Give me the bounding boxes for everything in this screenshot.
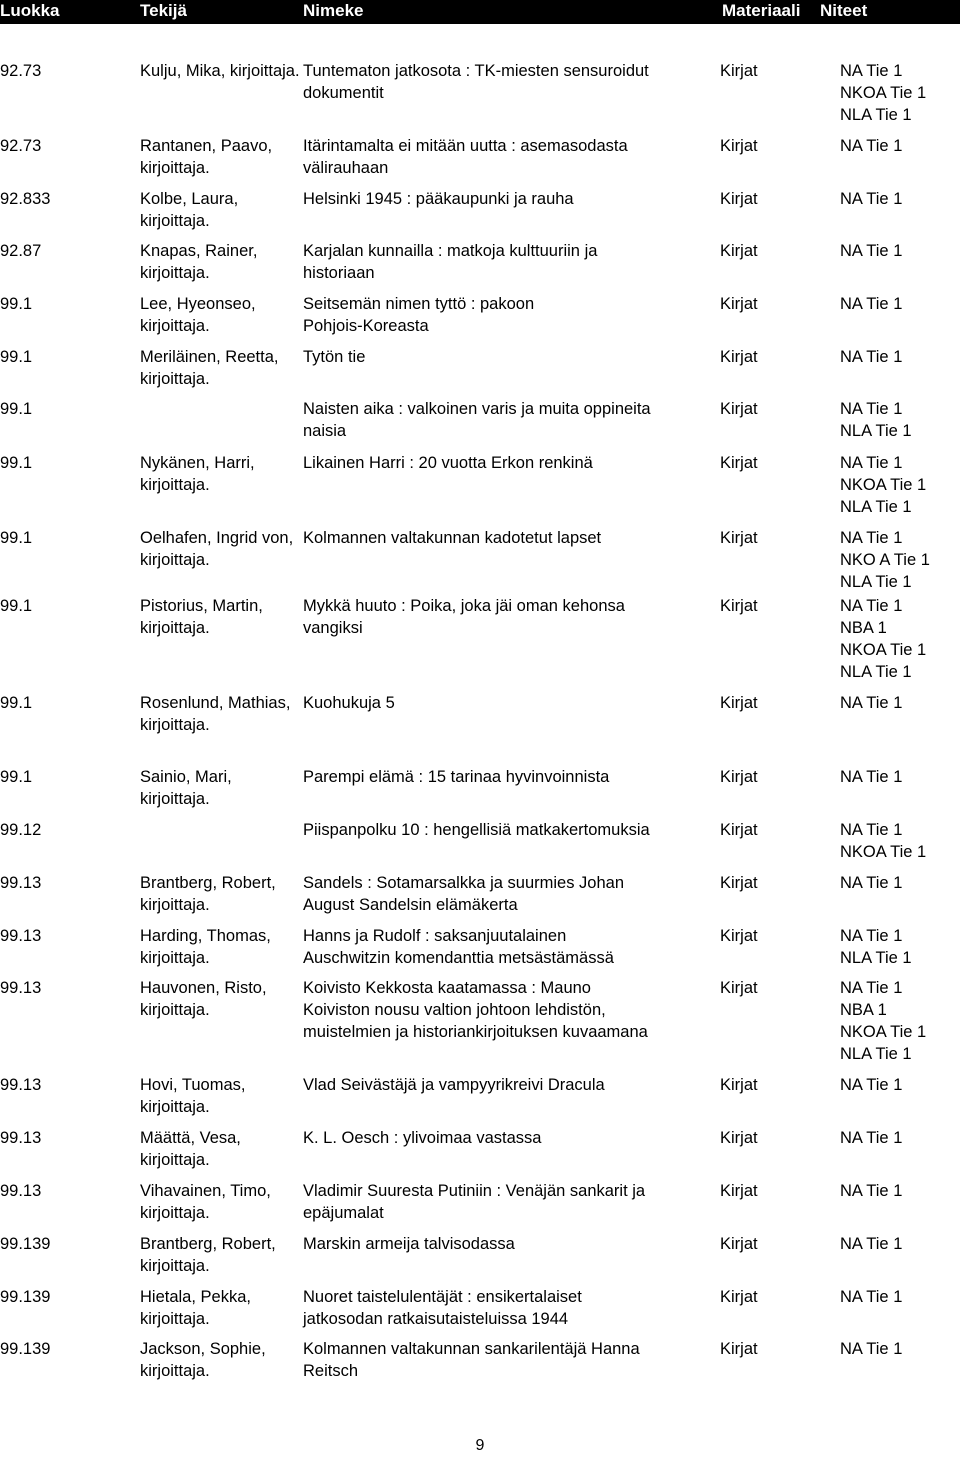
cell-tekija: Vihavainen, Timo, kirjoittaja.	[140, 1182, 271, 1222]
cell-nimeke	[303, 1180, 645, 1224]
cell-niteet	[840, 346, 902, 368]
header-niteet: Niteet	[820, 1, 868, 20]
cell-niteet	[840, 1233, 902, 1255]
nide-line: NA Tie 1	[840, 1235, 903, 1253]
nimeke-line: vangiksi	[303, 619, 363, 637]
cell-materiaali: Kirjat	[720, 137, 758, 155]
nide-line: NA Tie 1	[840, 1182, 903, 1200]
nimeke-line: Marskin armeija talvisodassa	[303, 1235, 515, 1253]
cell-nimeke	[303, 452, 593, 474]
cell-materiaali: Kirjat	[720, 821, 758, 839]
nimeke-line: K. L. Oesch : ylivoimaa vastassa	[303, 1129, 542, 1147]
cell-tekija: Kulju, Mika, kirjoittaja.	[140, 62, 300, 80]
cell-luokka: 99.1	[0, 348, 33, 366]
cell-nimeke	[303, 1127, 541, 1149]
nimeke-line: Helsinki 1945 : pääkaupunki ja rauha	[303, 190, 574, 208]
cell-niteet	[840, 1286, 902, 1308]
cell-tekija: Hovi, Tuomas, kirjoittaja.	[140, 1076, 246, 1116]
cell-materiaali: Kirjat	[720, 62, 758, 80]
header-tekija: Tekijä	[140, 1, 187, 20]
nimeke-line: Kuohukuja 5	[303, 694, 395, 712]
nide-line: NA Tie 1	[840, 190, 903, 208]
nide-line: NA Tie 1	[840, 1129, 903, 1147]
nimeke-line: epäjumalat	[303, 1204, 384, 1222]
nide-line: NKOA Tie 1	[840, 843, 927, 861]
cell-nimeke	[303, 595, 625, 639]
cell-luokka: 99.1	[0, 295, 33, 313]
nide-line: NLA Tie 1	[840, 422, 912, 440]
nimeke-line: Vladimir Suuresta Putiniin : Venäjän sankarit ja	[303, 1182, 646, 1200]
cell-tekija: Nykänen, Harri, kirjoittaja.	[140, 454, 255, 494]
nimeke-line: Parempi elämä : 15 tarinaa hyvinvoinnista	[303, 768, 610, 786]
nide-line: NKOA Tie 1	[840, 1023, 927, 1041]
nimeke-line: Vlad Seivästäjä ja vampyyrikreivi Dracula	[303, 1076, 605, 1094]
cell-niteet	[840, 925, 912, 969]
cell-nimeke	[303, 188, 574, 210]
cell-niteet	[840, 766, 902, 788]
nimeke-line: Koivisto Kekkosta kaatamassa : Mauno	[303, 979, 591, 997]
page-number: 9	[475, 1437, 485, 1454]
cell-niteet	[840, 527, 930, 593]
cell-luokka: 99.139	[0, 1340, 51, 1358]
nimeke-line: Tuntematon jatkosota : TK-miesten sensuroidut	[303, 62, 649, 80]
cell-nimeke	[303, 1286, 582, 1330]
cell-materiaali: Kirjat	[720, 1129, 758, 1147]
nimeke-line: Likainen Harri : 20 vuotta Erkon renkinä	[303, 454, 593, 472]
cell-luokka: 92.73	[0, 137, 42, 155]
cell-niteet	[840, 1338, 902, 1360]
cell-materiaali: Kirjat	[720, 1288, 758, 1306]
cell-luokka: 99.1	[0, 694, 33, 712]
nide-line: NA Tie 1	[840, 454, 903, 472]
cell-materiaali: Kirjat	[720, 348, 758, 366]
cell-luokka: 99.13	[0, 1076, 42, 1094]
cell-luokka: 99.139	[0, 1288, 51, 1306]
cell-luokka: 92.87	[0, 242, 42, 260]
cell-niteet	[840, 452, 926, 518]
table-header	[0, 0, 960, 24]
nimeke-line: Kolmannen valtakunnan kadotetut lapset	[303, 529, 602, 547]
cell-tekija: Brantberg, Robert, kirjoittaja.	[140, 1235, 276, 1275]
cell-materiaali: Kirjat	[720, 874, 758, 892]
cell-tekija: Oelhafen, Ingrid von, kirjoittaja.	[140, 529, 294, 569]
cell-tekija: Harding, Thomas, kirjoittaja.	[140, 927, 271, 967]
nide-line: NBA 1	[840, 619, 887, 637]
cell-materiaali: Kirjat	[720, 979, 758, 997]
nide-line: NKOA Tie 1	[840, 84, 927, 102]
cell-niteet	[840, 240, 902, 262]
cell-materiaali: Kirjat	[720, 927, 758, 945]
nide-line: NLA Tie 1	[840, 663, 912, 681]
nide-line: NA Tie 1	[840, 62, 903, 80]
cell-luokka: 99.1	[0, 597, 33, 615]
nide-line: NA Tie 1	[840, 768, 903, 786]
cell-materiaali: Kirjat	[720, 190, 758, 208]
nide-line: NKOA Tie 1	[840, 641, 927, 659]
cell-luokka: 92.73	[0, 62, 42, 80]
cell-tekija: Brantberg, Robert, kirjoittaja.	[140, 874, 276, 914]
cell-tekija: Pistorius, Martin, kirjoittaja.	[140, 597, 263, 637]
nide-line: NA Tie 1	[840, 821, 903, 839]
cell-materiaali: Kirjat	[720, 295, 758, 313]
cell-nimeke	[303, 1233, 515, 1255]
nide-line: NA Tie 1	[840, 874, 903, 892]
cell-nimeke	[303, 60, 649, 104]
nimeke-line: jatkosodan ratkaisutaisteluissa 1944	[303, 1310, 569, 1328]
nimeke-line: historiaan	[303, 264, 375, 282]
cell-luokka: 99.12	[0, 821, 42, 839]
cell-tekija: Meriläinen, Reetta, kirjoittaja.	[140, 348, 279, 388]
cell-materiaali: Kirjat	[720, 1182, 758, 1200]
cell-materiaali: Kirjat	[720, 694, 758, 712]
cell-nimeke	[303, 819, 650, 841]
cell-luokka: 99.1	[0, 768, 33, 786]
nimeke-line: Seitsemän nimen tyttö : pakoon	[303, 295, 535, 313]
nide-line: NA Tie 1	[840, 694, 903, 712]
cell-tekija: Hauvonen, Risto, kirjoittaja.	[140, 979, 267, 1019]
cell-materiaali: Kirjat	[720, 529, 758, 547]
nide-line: NA Tie 1	[840, 979, 903, 997]
cell-nimeke	[303, 135, 628, 179]
cell-luokka: 99.13	[0, 979, 42, 997]
nide-line: NA Tie 1	[840, 1340, 903, 1358]
nimeke-line: Itärintamalta ei mitään uutta : asemasodasta	[303, 137, 628, 155]
cell-nimeke	[303, 240, 597, 284]
cell-materiaali: Kirjat	[720, 768, 758, 786]
cell-nimeke	[303, 1338, 640, 1382]
nide-line: NA Tie 1	[840, 137, 903, 155]
nimeke-line: Piispanpolku 10 : hengellisiä matkakertomuksia	[303, 821, 650, 839]
cell-nimeke	[303, 346, 365, 368]
cell-tekija: Hietala, Pekka, kirjoittaja.	[140, 1288, 251, 1328]
cell-tekija: Rantanen, Paavo, kirjoittaja.	[140, 137, 273, 177]
cell-niteet	[840, 188, 902, 210]
nimeke-line: muistelmien ja historiankirjoituksen kuvaamana	[303, 1023, 648, 1041]
cell-tekija: Jackson, Sophie, kirjoittaja.	[140, 1340, 266, 1380]
cell-nimeke	[303, 293, 534, 337]
cell-luokka: 99.13	[0, 1182, 42, 1200]
nimeke-line: August Sandelsin elämäkerta	[303, 896, 518, 914]
cell-niteet	[840, 819, 926, 863]
cell-luokka: 99.139	[0, 1235, 51, 1253]
nimeke-line: Hanns ja Rudolf : saksanjuutalainen	[303, 927, 567, 945]
cell-nimeke	[303, 527, 601, 549]
nimeke-line: Auschwitzin komendanttia metsästämässä	[303, 949, 614, 967]
cell-luokka: 99.13	[0, 1129, 42, 1147]
nimeke-line: Kolmannen valtakunnan sankarilentäjä Hanna	[303, 1340, 640, 1358]
nide-line: NA Tie 1	[840, 400, 903, 418]
nimeke-line: Mykkä huuto : Poika, joka jäi oman kehonsa	[303, 597, 625, 615]
nimeke-line: Reitsch	[303, 1362, 359, 1380]
nide-line: NKOA Tie 1	[840, 476, 927, 494]
cell-luokka: 99.1	[0, 454, 33, 472]
cell-luokka: 92.833	[0, 190, 51, 208]
cell-tekija: Kolbe, Laura, kirjoittaja.	[140, 190, 239, 230]
cell-tekija: Rosenlund, Mathias, kirjoittaja.	[140, 694, 291, 734]
nide-line: NA Tie 1	[840, 1076, 903, 1094]
cell-luokka: 99.1	[0, 400, 33, 418]
nimeke-line: Pohjois-Koreasta	[303, 317, 429, 335]
nimeke-line: Koiviston nousu valtion johtoon lehdistön,	[303, 1001, 606, 1019]
nide-line: NLA Tie 1	[840, 106, 912, 124]
cell-nimeke	[303, 1074, 605, 1096]
cell-nimeke	[303, 925, 614, 969]
nide-line: NBA 1	[840, 1001, 887, 1019]
nide-line: NA Tie 1	[840, 242, 903, 260]
nimeke-line: Sandels : Sotamarsalkka ja suurmies Johan	[303, 874, 624, 892]
cell-luokka: 99.13	[0, 927, 42, 945]
nide-line: NA Tie 1	[840, 927, 903, 945]
cell-luokka: 99.1	[0, 529, 33, 547]
nimeke-line: Nuoret taistelulentäjät : ensikertalaiset	[303, 1288, 582, 1306]
cell-nimeke	[303, 977, 648, 1043]
nide-line: NA Tie 1	[840, 348, 903, 366]
cell-niteet	[840, 398, 912, 442]
nide-line: NLA Tie 1	[840, 949, 912, 967]
nide-line: NLA Tie 1	[840, 1045, 912, 1063]
nide-line: NLA Tie 1	[840, 573, 912, 591]
cell-niteet	[840, 1127, 902, 1149]
cell-nimeke	[303, 872, 624, 916]
cell-tekija: Knapas, Rainer, kirjoittaja.	[140, 242, 258, 282]
cell-luokka: 99.13	[0, 874, 42, 892]
cell-niteet	[840, 293, 902, 315]
nimeke-line: dokumentit	[303, 84, 384, 102]
nide-line: NA Tie 1	[840, 529, 903, 547]
nimeke-line: Naisten aika : valkoinen varis ja muita oppineita	[303, 400, 651, 418]
cell-materiaali: Kirjat	[720, 1235, 758, 1253]
cell-niteet	[840, 135, 902, 157]
cell-niteet	[840, 60, 926, 126]
nide-line: NA Tie 1	[840, 1288, 903, 1306]
cell-niteet	[840, 1074, 902, 1096]
cell-niteet	[840, 977, 926, 1065]
header-luokka: Luokka	[0, 1, 60, 20]
header-materiaali: Materiaali	[722, 1, 801, 20]
cell-niteet	[840, 872, 902, 894]
cell-materiaali: Kirjat	[720, 597, 758, 615]
nimeke-line: Tytön tie	[303, 348, 366, 366]
nide-line: NA Tie 1	[840, 295, 903, 313]
cell-niteet	[840, 692, 902, 714]
cell-materiaali: Kirjat	[720, 454, 758, 472]
nimeke-line: Karjalan kunnailla : matkoja kulttuuriin ja	[303, 242, 598, 260]
cell-tekija: Määttä, Vesa, kirjoittaja.	[140, 1129, 241, 1169]
cell-niteet	[840, 1180, 902, 1202]
cell-materiaali: Kirjat	[720, 242, 758, 260]
cell-tekija: Sainio, Mari, kirjoittaja.	[140, 768, 232, 808]
cell-nimeke	[303, 766, 609, 788]
nide-line: NLA Tie 1	[840, 498, 912, 516]
cell-nimeke	[303, 398, 651, 442]
nimeke-line: naisia	[303, 422, 347, 440]
cell-materiaali: Kirjat	[720, 400, 758, 418]
cell-materiaali: Kirjat	[720, 1076, 758, 1094]
cell-niteet	[840, 595, 926, 683]
nide-line: NKO A Tie 1	[840, 551, 930, 569]
cell-nimeke	[303, 692, 395, 714]
nide-line: NA Tie 1	[840, 597, 903, 615]
cell-materiaali: Kirjat	[720, 1340, 758, 1358]
header-nimeke: Nimeke	[303, 1, 364, 20]
cell-tekija: Lee, Hyeonseo, kirjoittaja.	[140, 295, 256, 335]
nimeke-line: välirauhaan	[303, 159, 389, 177]
